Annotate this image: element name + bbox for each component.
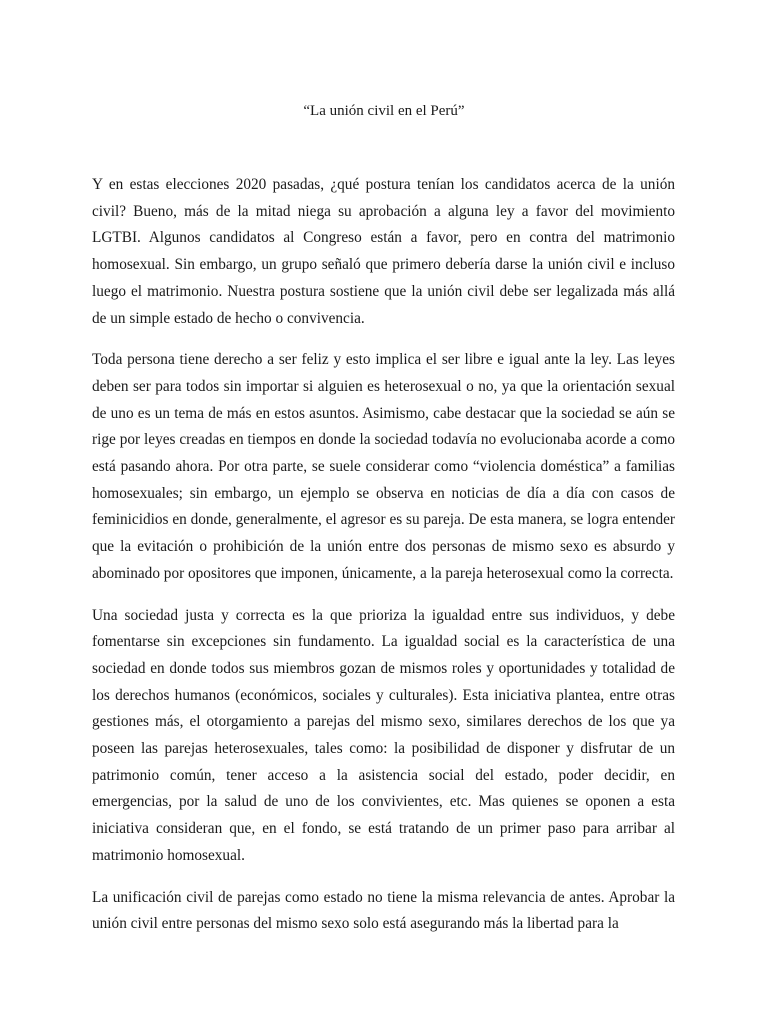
document-body (92, 172, 675, 953)
paragraph-1: Y en estas elecciones 2020 pasadas, ¿qué postura tenían los candidatos acerca de la unión civil? Bueno, más de la mitad niega su aprobación a alguna ley a favor del movimiento LGTBI. Algunos candidatos al Congreso están a favor, pero en contra del matrimonio homosexual. Sin embargo, un grupo señaló que primero debería darse la unión civil e incluso luego el matrimonio. Nuestra postura sostiene que la unión civil debe ser legalizada más allá de un simple estado de hecho o convivencia. (92, 176, 675, 327)
document-title: “La unión civil en el Perú” (303, 103, 465, 119)
paragraph-3: Una sociedad justa y correcta es la que prioriza la igualdad entre sus individuos, y debe fomentarse sin excepciones sin fundamento. La igualdad social es la característica de una sociedad en donde todos sus miembros gozan de mismos roles y oportunidades y totalidad de los derechos humanos (económicos, sociales y culturales). Esta iniciativa plantea, entre otras gestiones más, el otorgamiento a parejas del mismo sexo, similares derechos de los que ya poseen las parejas heterosexuales, tales como: la posibilidad de disponer y disfrutar de un patrimonio común, tener acceso a la asistencia social del estado, poder decidir, en emergencias, por la salud de uno de los convivientes, etc. Mas quienes se oponen a esta iniciativa consideran que, en el fondo, se está tratando de un primer paso para arribar al matrimonio homosexual. (92, 606, 675, 864)
paragraph-4: La unificación civil de parejas como estado no tiene la misma relevancia de antes. Aprobar la unión civil entre personas del mismo sexo solo está asegurando más la libertad para la (92, 888, 675, 933)
paragraph-2: Toda persona tiene derecho a ser feliz y esto implica el ser libre e igual ante la ley. Las leyes deben ser para todos sin importar si alguien es heterosexual o no, ya que la orientación sexual de uno es un tema de más en estos asuntos. Asimismo, cabe destacar que la sociedad se aún se rige por leyes creadas en tiempos en donde la sociedad todavía no evolucionaba acorde a como está pasando ahora. Por otra parte, se suele considerar como “violencia doméstica” a familias homosexuales; sin embargo, un ejemplo se observa en noticias de día a día con casos de feminicidios en donde, generalmente, el agresor es su pareja. De esta manera, se logra entender que la evitación o prohibición de la unión entre dos personas de mismo sexo es absurdo y abominado por opositores que imponen, únicamente, a la pareja heterosexual como la correcta. (92, 351, 675, 582)
